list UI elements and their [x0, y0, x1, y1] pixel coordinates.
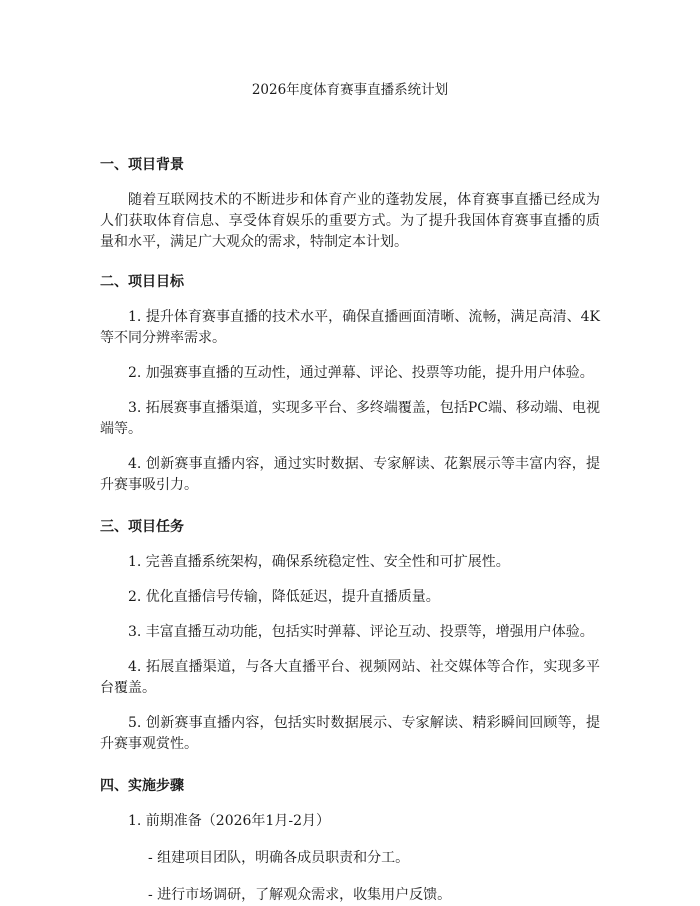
section-tasks [100, 516, 600, 755]
section-heading: 一、项目背景 [100, 157, 184, 173]
tasks-list [100, 552, 600, 755]
list-item: 4. 拓展直播渠道，与各大直播平台、视频网站、社交媒体等合作，实现多平台覆盖。 [100, 659, 600, 696]
section-heading: 四、实施步骤 [100, 778, 184, 794]
document-title: 2026年度体育赛事直播系统计划 [251, 82, 449, 98]
list-item: 2. 加强赛事直播的互动性，通过弹幕、评论、投票等功能，提升用户体验。 [128, 365, 594, 381]
sub-item: - 组建项目团队，明确各成员职责和分工。 [148, 850, 410, 866]
list-item: 3. 丰富直播互动功能，包括实时弹幕、评论互动、投票等，增强用户体验。 [128, 624, 594, 640]
step-sub-list [100, 848, 600, 906]
goals-list [100, 307, 600, 496]
section-paragraph: 随着互联网技术的不断进步和体育产业的蓬勃发展，体育赛事直播已经成为人们获取体育信息、享受体育娱乐的重要方式。为了提升我国体育赛事直播的质量和水平，满足广大观众的需求，特制定本计划。 [100, 192, 600, 250]
section-heading: 二、项目目标 [100, 274, 184, 290]
section-background [100, 154, 600, 253]
list-item: 2. 优化直播信号传输，降低延迟，提升直播质量。 [128, 589, 440, 605]
list-item: 1. 提升体育赛事直播的技术水平，确保直播画面清晰、流畅，满足高清、4K等不同分辨率需求。 [100, 309, 600, 346]
list-item: 4. 创新赛事直播内容，通过实时数据、专家解读、花絮展示等丰富内容，提升赛事吸引力。 [100, 456, 600, 493]
section-steps [100, 775, 600, 906]
list-item: 3. 拓展赛事直播渠道，实现多平台、多终端覆盖，包括PC端、移动端、电视端等。 [100, 400, 600, 437]
list-item: 5. 创新赛事直播内容，包括实时数据展示、专家解读、精彩瞬间回顾等，提升赛事观赏性。 [100, 715, 600, 752]
section-goals [100, 271, 600, 496]
sub-item: - 进行市场调研，了解观众需求，收集用户反馈。 [148, 887, 452, 903]
list-item: 1. 完善直播系统架构，确保系统稳定性、安全性和可扩展性。 [128, 554, 510, 570]
step-item: 1. 前期准备（2026年1月-2月） [128, 813, 330, 829]
section-heading: 三、项目任务 [100, 519, 184, 535]
